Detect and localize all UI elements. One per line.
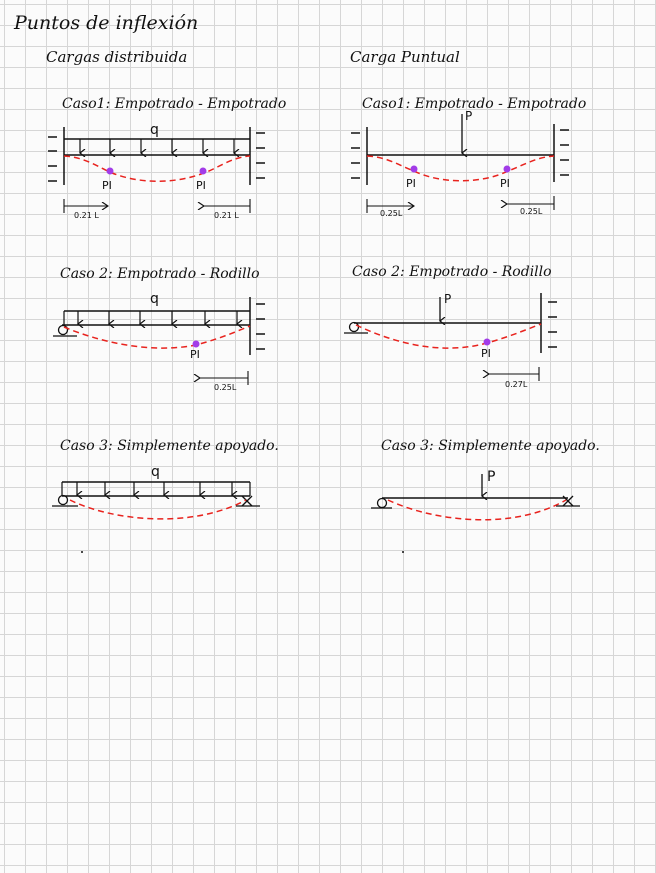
dimension-label-left: 0.21 L [74,211,99,220]
load-label-q: q [150,122,159,138]
case1-distributed-title: Caso1: Empotrado - Empotrado [62,96,287,112]
inflection-point [484,339,491,346]
case2-distributed-title: Caso 2: Empotrado - Rodillo [60,266,260,282]
pi-label-left: PI [102,179,112,192]
fixed-support-right [541,293,557,353]
dimension-label-left: 0.25L [380,209,403,218]
deflected-shape [70,500,246,519]
case3-point-title: Caso 3: Simplemente apoyado. [381,438,600,454]
case3-distributed-diagram [52,464,260,519]
case2-point-title: Caso 2: Empotrado - Rodillo [352,264,552,280]
stray-dots [81,551,404,553]
pi-label: PI [190,348,200,361]
dimension-label-right: 0.25L [520,207,543,216]
dimension-label: 0.25L [214,383,237,392]
dimension-label-right: 0.21 L [214,211,239,220]
inflection-point-left [411,166,418,173]
deflected-shape [64,156,250,181]
fixed-support-left [351,127,367,185]
pi-label: PI [481,347,491,360]
case2-distributed-diagram [53,291,265,392]
fixed-support-left [48,127,64,185]
pi-label-right: PI [500,177,510,190]
pi-label-right: PI [196,179,206,192]
pin-support [236,496,260,506]
distributed-load-arrows [77,482,232,495]
case3-point-diagram [371,469,580,520]
inflection-point-right [200,168,207,175]
section-title-distributed: Cargas distribuida [46,48,188,66]
roller-support [52,496,78,507]
deflected-shape [388,500,566,520]
roller-support [344,323,368,334]
inflection-point-left [107,168,114,175]
load-label-p: P [444,292,452,306]
distributed-load-arrows [80,139,234,153]
inflection-point-right [504,166,511,173]
deflected-shape [356,324,541,348]
section-title-point: Carga Puntual [350,48,460,66]
pi-label-left: PI [406,177,416,190]
dimension-right [489,367,539,381]
load-label-p: P [465,109,473,123]
case3-distributed-title: Caso 3: Simplemente apoyado. [60,438,279,454]
case1-distributed-diagram [48,122,265,220]
inflection-point [193,341,200,348]
page-title: Puntos de inflexión [14,12,199,34]
dimension-label: 0.27L [505,380,528,389]
case1-point-title: Caso1: Empotrado - Empotrado [362,96,587,112]
deflected-shape [367,156,554,181]
fixed-support-right [250,127,265,185]
load-label-p: P [487,469,496,485]
case1-point-diagram [351,109,569,218]
deflected-shape [64,326,250,348]
load-label-q: q [150,291,159,307]
load-label-q: q [151,464,160,480]
fixed-support-right [554,124,569,182]
case2-point-diagram [344,292,557,389]
fixed-support-right [250,297,265,355]
distributed-load-arrows [78,311,237,324]
